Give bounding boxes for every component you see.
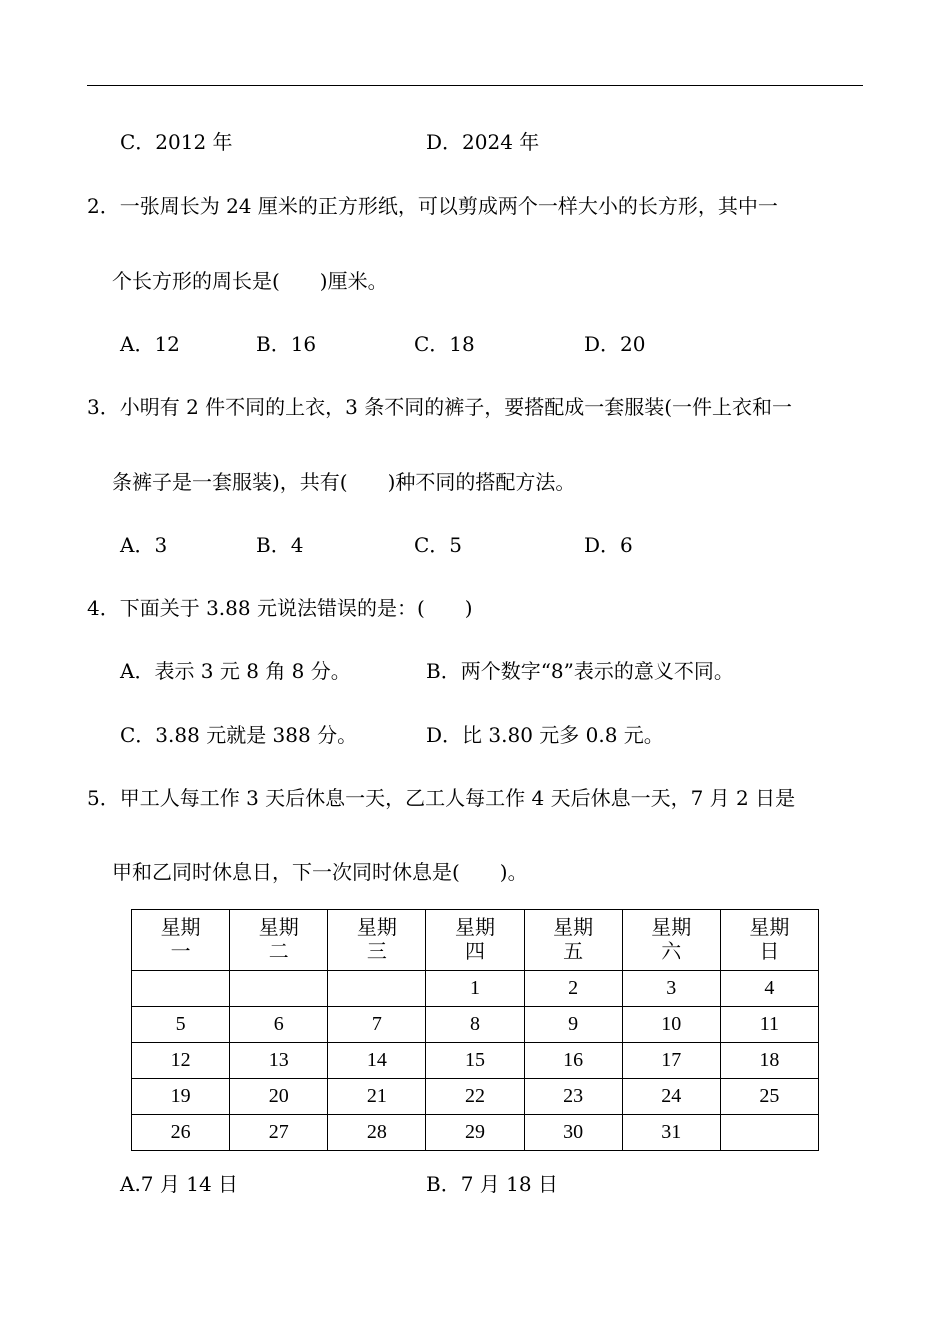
q1-option-d[interactable]: D．2024 年 (426, 130, 540, 154)
calendar-day-cell: 8 (426, 1007, 524, 1043)
q2-stem-line2: 个长方形的周长是( )厘米。 (112, 269, 388, 293)
calendar-day-cell: 18 (720, 1043, 818, 1079)
calendar-day-cell: 22 (426, 1079, 524, 1115)
calendar-day-cell: 20 (230, 1079, 328, 1115)
q1-option-c[interactable]: C．2012 年 (120, 130, 233, 154)
calendar-day-cell: 3 (622, 971, 720, 1007)
calendar-day-cell: 12 (132, 1043, 230, 1079)
q3-option-b[interactable]: B．4 (256, 533, 304, 557)
calendar-week-row (132, 1007, 819, 1043)
calendar-day-cell: 26 (132, 1115, 230, 1151)
calendar-header-cell: 星期 日 (720, 910, 818, 971)
q5-option-a[interactable]: A.7 月 14 日 (120, 1172, 239, 1196)
calendar-day-cell: 15 (426, 1043, 524, 1079)
q4-stem: 4．下面关于 3.88 元说法错误的是：( ) (87, 596, 473, 620)
calendar-header-cell: 星期 四 (426, 910, 524, 971)
calendar-day-cell (328, 971, 426, 1007)
calendar-day-cell: 24 (622, 1079, 720, 1115)
q4-option-b[interactable]: B．两个数字“8”表示的意义不同。 (426, 659, 734, 683)
q5-stem-line1: 5．甲工人每工作 3 天后休息一天，乙工人每工作 4 天后休息一天，7 月 2 日是 (87, 786, 796, 810)
header-rule (87, 85, 863, 86)
calendar-header-cell: 星期 一 (132, 910, 230, 971)
calendar-day-cell (132, 971, 230, 1007)
calendar-day-cell: 23 (524, 1079, 622, 1115)
q2-option-b[interactable]: B．16 (256, 332, 317, 356)
calendar-header-cell: 星期 二 (230, 910, 328, 971)
calendar-day-cell: 31 (622, 1115, 720, 1151)
calendar-header-cell: 星期 三 (328, 910, 426, 971)
calendar-day-cell: 4 (720, 971, 818, 1007)
calendar-day-cell: 19 (132, 1079, 230, 1115)
calendar-header-row (132, 910, 819, 971)
calendar-day-cell: 27 (230, 1115, 328, 1151)
q2-option-c[interactable]: C．18 (414, 332, 475, 356)
q2-option-d[interactable]: D．20 (584, 332, 646, 356)
calendar-week-row (132, 1079, 819, 1115)
q3-stem-line2: 条裤子是一套服装)，共有( )种不同的搭配方法。 (112, 470, 576, 494)
calendar-day-cell: 17 (622, 1043, 720, 1079)
calendar-day-cell: 21 (328, 1079, 426, 1115)
calendar-day-cell: 25 (720, 1079, 818, 1115)
calendar-week-row (132, 1115, 819, 1151)
calendar-day-cell: 14 (328, 1043, 426, 1079)
q4-option-a[interactable]: A．表示 3 元 8 角 8 分。 (120, 659, 351, 683)
calendar-week-row (132, 1043, 819, 1079)
q4-option-d[interactable]: D．比 3.80 元多 0.8 元。 (426, 723, 664, 747)
calendar-header-cell: 星期 五 (524, 910, 622, 971)
july-calendar-table (131, 909, 819, 1151)
calendar-day-cell: 30 (524, 1115, 622, 1151)
calendar-day-cell: 5 (132, 1007, 230, 1043)
calendar-day-cell (720, 1115, 818, 1151)
calendar-day-cell: 16 (524, 1043, 622, 1079)
calendar-day-cell: 1 (426, 971, 524, 1007)
q4-option-c[interactable]: C．3.88 元就是 388 分。 (120, 723, 358, 747)
q5-option-b[interactable]: B．7 月 18 日 (426, 1172, 558, 1196)
calendar-day-cell: 7 (328, 1007, 426, 1043)
q2-option-a[interactable]: A．12 (120, 332, 180, 356)
calendar-day-cell: 13 (230, 1043, 328, 1079)
calendar-day-cell: 2 (524, 971, 622, 1007)
calendar-day-cell: 11 (720, 1007, 818, 1043)
q3-option-c[interactable]: C．5 (414, 533, 463, 557)
calendar-day-cell: 9 (524, 1007, 622, 1043)
q3-option-a[interactable]: A．3 (120, 533, 168, 557)
q3-option-d[interactable]: D．6 (584, 533, 633, 557)
calendar-header-cell: 星期 六 (622, 910, 720, 971)
q5-stem-line2: 甲和乙同时休息日，下一次同时休息是( )。 (112, 860, 528, 884)
calendar-day-cell: 28 (328, 1115, 426, 1151)
calendar-day-cell: 29 (426, 1115, 524, 1151)
q2-stem-line1: 2．一张周长为 24 厘米的正方形纸，可以剪成两个一样大小的长方形，其中一 (87, 194, 778, 218)
calendar-week-row (132, 971, 819, 1007)
calendar-day-cell: 6 (230, 1007, 328, 1043)
calendar-day-cell (230, 971, 328, 1007)
calendar-day-cell: 10 (622, 1007, 720, 1043)
q3-stem-line1: 3．小明有 2 件不同的上衣，3 条不同的裤子，要搭配成一套服装(一件上衣和一 (87, 395, 793, 419)
